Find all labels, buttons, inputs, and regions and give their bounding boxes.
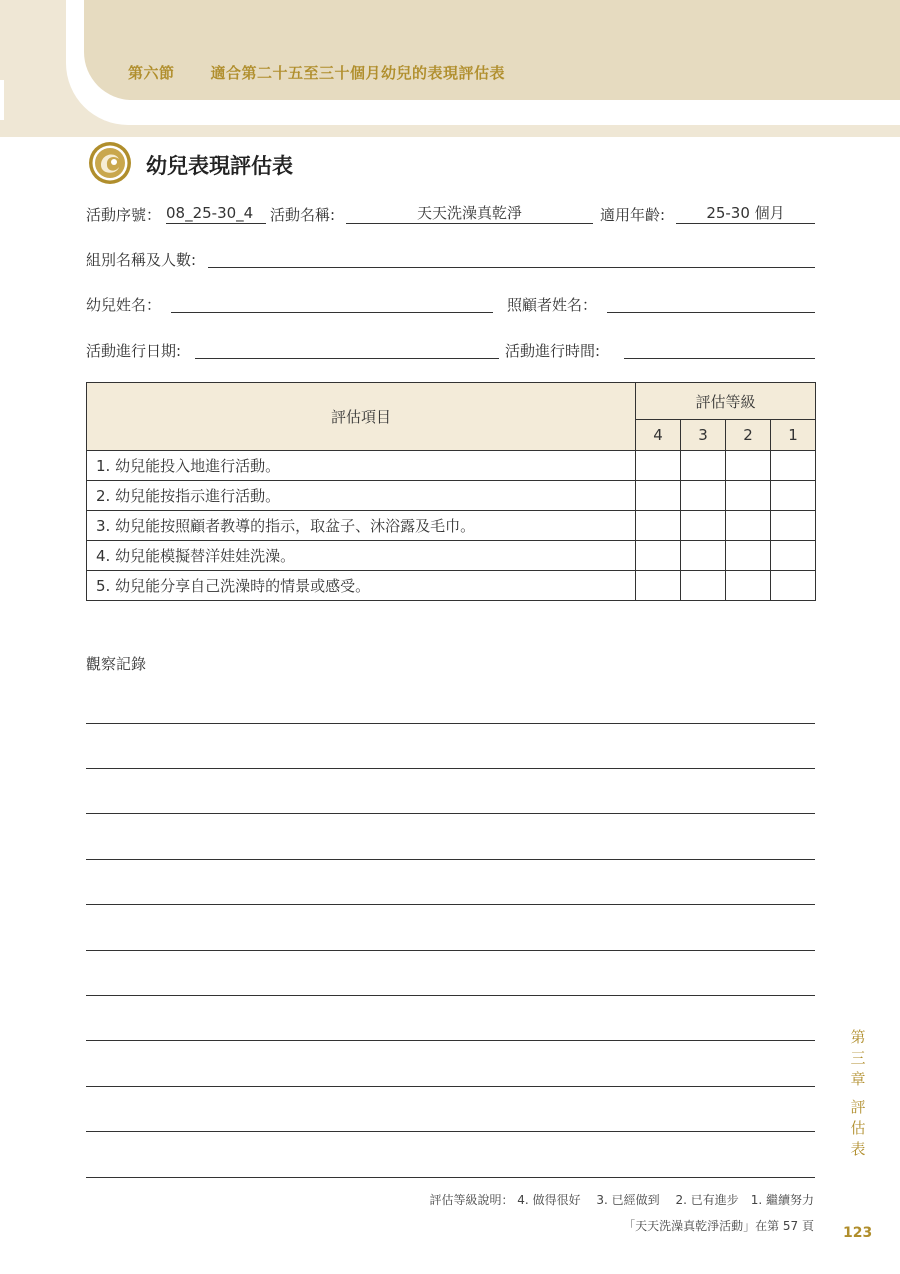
header-inner-panel xyxy=(84,0,900,100)
observation-line[interactable] xyxy=(86,1131,815,1132)
section-title: 適合第二十五至三十個月幼兒的表現評估表 xyxy=(210,64,506,82)
grade-col-1: 1 xyxy=(771,420,816,451)
activity-number-value: 08_25-30_4 xyxy=(166,203,266,224)
grade-cell[interactable] xyxy=(636,571,681,601)
section-header xyxy=(128,62,505,83)
grade-cell[interactable] xyxy=(726,571,771,601)
grade-cell[interactable] xyxy=(771,451,816,481)
item-text: 5. 幼兒能分享自己洗澡時的情景或感受。 xyxy=(87,571,636,601)
activity-name-label: 活動名稱: xyxy=(270,206,336,224)
grade-cell[interactable] xyxy=(771,541,816,571)
table-row xyxy=(87,571,816,601)
grade-cell[interactable] xyxy=(681,481,726,511)
item-text: 4. 幼兒能模擬替洋娃娃洗澡。 xyxy=(87,541,636,571)
form-title: 幼兒表現評估表 xyxy=(146,154,293,178)
activity-date-field[interactable] xyxy=(195,338,499,359)
table-row xyxy=(87,541,816,571)
observation-line[interactable] xyxy=(86,1040,815,1041)
activity-reference: 「天天洗澡真乾淨活動」在第 57 頁 xyxy=(623,1219,814,1233)
evaluation-table xyxy=(86,382,816,601)
grade-cell[interactable] xyxy=(636,481,681,511)
observation-line[interactable] xyxy=(86,904,815,905)
observation-line[interactable] xyxy=(86,950,815,951)
grade-cell[interactable] xyxy=(726,511,771,541)
age-value: 25-30 個月 xyxy=(676,203,815,224)
item-text: 3. 幼兒能按照顧者教導的指示，取盆子、沐浴露及毛巾。 xyxy=(87,511,636,541)
group-label: 組別名稱及人數: xyxy=(86,251,197,269)
activity-time-label: 活動進行時間: xyxy=(505,342,601,360)
grade-cell[interactable] xyxy=(681,541,726,571)
item-text: 2. 幼兒能按指示進行活動。 xyxy=(87,481,636,511)
observation-label: 觀察記錄 xyxy=(86,655,147,673)
section-number: 第六節 xyxy=(128,64,175,82)
grade-col-4: 4 xyxy=(636,420,681,451)
grade-cell[interactable] xyxy=(681,451,726,481)
grade-col-2: 2 xyxy=(726,420,771,451)
group-field[interactable] xyxy=(208,247,815,268)
carer-name-label: 照顧者姓名： xyxy=(507,296,598,314)
activity-name-value: 天天洗澡真乾淨 xyxy=(346,203,593,224)
item-header: 評估項目 xyxy=(87,383,636,451)
item-text: 1. 幼兒能投入地進行活動。 xyxy=(87,451,636,481)
grade-cell[interactable] xyxy=(771,571,816,601)
carer-name-field[interactable] xyxy=(607,292,815,313)
observation-line[interactable] xyxy=(86,1177,815,1178)
table-row xyxy=(87,451,816,481)
child-name-label: 幼兒姓名： xyxy=(86,296,162,314)
grade-cell[interactable] xyxy=(726,541,771,571)
observation-line[interactable] xyxy=(86,723,815,724)
observation-line[interactable] xyxy=(86,859,815,860)
grade-cell[interactable] xyxy=(771,511,816,541)
grade-cell[interactable] xyxy=(636,451,681,481)
age-label: 適用年齡: xyxy=(600,206,666,224)
grade-cell[interactable] xyxy=(636,541,681,571)
grade-cell[interactable] xyxy=(636,511,681,541)
grade-legend: 評估等級說明： 4. 做得很好 3. 已經做到 2. 已有進步 1. 繼續努力 xyxy=(429,1193,814,1207)
table-row xyxy=(87,511,816,541)
observation-line[interactable] xyxy=(86,995,815,996)
child-name-field[interactable] xyxy=(171,292,493,313)
chapter-tab: 第 三 章 xyxy=(850,1028,866,1088)
activity-number-label: 活動序號： xyxy=(86,206,162,224)
grade-cell[interactable] xyxy=(681,511,726,541)
grade-cell[interactable] xyxy=(726,451,771,481)
grade-cell[interactable] xyxy=(771,481,816,511)
observation-line[interactable] xyxy=(86,1086,815,1087)
grade-col-3: 3 xyxy=(681,420,726,451)
activity-date-label: 活動進行日期: xyxy=(86,342,182,360)
grade-cell[interactable] xyxy=(726,481,771,511)
swirl-emblem-icon xyxy=(88,141,132,185)
chapter-name-tab: 評 估 表 xyxy=(850,1098,866,1158)
table-row xyxy=(87,481,816,511)
grade-header: 評估等級 xyxy=(636,383,816,420)
page-number: 123 xyxy=(843,1225,873,1241)
activity-time-field[interactable] xyxy=(624,338,815,359)
grade-cell[interactable] xyxy=(681,571,726,601)
observation-line[interactable] xyxy=(86,813,815,814)
header-edge-strip xyxy=(0,80,4,120)
observation-line[interactable] xyxy=(86,768,815,769)
